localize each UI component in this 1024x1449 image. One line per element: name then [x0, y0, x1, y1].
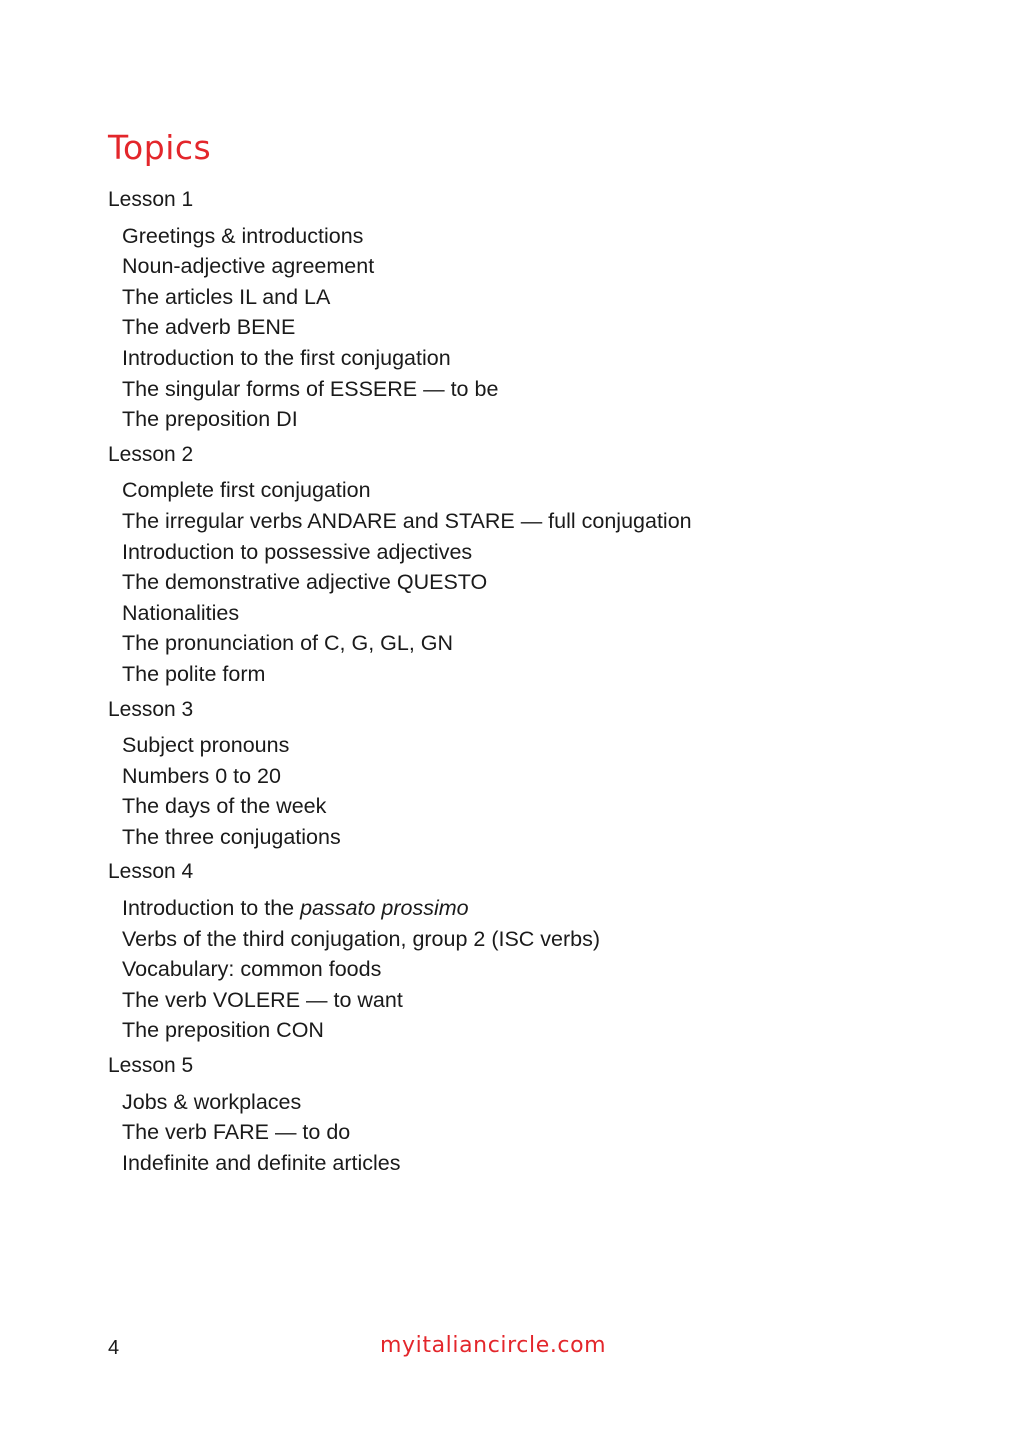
topic-text: Indefinite and definite articles [122, 1150, 401, 1175]
topic-item [122, 404, 928, 435]
topic-text: The polite form [122, 661, 266, 686]
topic-item [122, 1087, 928, 1118]
topic-text: Jobs & workplaces [122, 1089, 302, 1114]
lesson-heading: Lesson 5 [108, 1054, 194, 1078]
topic-text: The preposition DI [122, 407, 298, 432]
lesson-heading: Lesson 1 [108, 188, 194, 211]
topic-item [122, 822, 928, 853]
topic-text: Vocabulary: common foods [122, 957, 382, 982]
topic-item [122, 343, 928, 374]
website-link[interactable]: myitaliancircle.com [380, 1333, 607, 1358]
topic-list [108, 221, 928, 435]
topic-text: The demonstrative adjective QUESTO [122, 570, 488, 595]
topic-text: The singular forms of ESSERE — to be [122, 376, 499, 401]
topic-item [122, 954, 928, 985]
topic-text: Introduction to the first conjugation [122, 345, 451, 370]
topic-text: The preposition CON [122, 1018, 324, 1043]
topic-text: Verbs of the third conjugation, group 2 (ISC verbs) [122, 926, 601, 951]
topic-text: Complete first conjugation [122, 478, 371, 503]
topic-italic-term: passato prossimo [300, 896, 469, 921]
lessons-list [108, 185, 928, 1183]
topic-item [122, 730, 928, 761]
topic-item [122, 791, 928, 822]
topic-text: Nationalities [122, 600, 240, 625]
lesson-section [108, 1051, 928, 1178]
topic-item [122, 374, 928, 405]
topic-text: Noun-adjective agreement [122, 254, 375, 279]
topic-item [122, 659, 928, 690]
topic-item [122, 1117, 928, 1148]
topic-text: Numbers 0 to 20 [122, 763, 281, 788]
topic-list [108, 730, 928, 852]
topic-list [108, 475, 928, 689]
topic-text: The verb VOLERE — to want [122, 987, 403, 1012]
topic-list [108, 1087, 928, 1179]
topic-item [122, 924, 928, 955]
topic-text: Subject pronouns [122, 733, 290, 758]
topic-item [122, 985, 928, 1016]
topic-text: The adverb BENE [122, 315, 296, 340]
topic-item [122, 567, 928, 598]
topic-item [122, 1148, 928, 1179]
topic-item [122, 598, 928, 629]
topic-item [122, 506, 928, 537]
lesson-heading: Lesson 2 [108, 442, 194, 466]
topic-text: The verb FARE — to do [122, 1120, 351, 1145]
lesson-heading: Lesson 4 [108, 860, 194, 884]
topic-item [122, 312, 928, 343]
topic-text: The pronunciation of C, G, GL, GN [122, 631, 454, 656]
topic-text: Introduction to the [122, 896, 301, 921]
lesson-section [108, 857, 928, 1046]
topic-text: Greetings & introductions [122, 223, 364, 248]
topic-item [122, 537, 928, 568]
topic-item [122, 475, 928, 506]
page-number: 4 [108, 1337, 120, 1359]
topic-text: The days of the week [122, 794, 327, 819]
topic-text: The irregular verbs ANDARE and STARE — full conjugation [122, 508, 692, 533]
topic-text: Introduction to possessive adjectives [122, 539, 473, 564]
topic-list [108, 893, 928, 1046]
topic-item [122, 628, 928, 659]
lesson-section [108, 185, 928, 435]
topic-text: The three conjugations [122, 824, 341, 849]
topic-item [122, 1015, 928, 1046]
topic-item [122, 251, 928, 282]
topic-item [122, 893, 928, 924]
topic-item [122, 282, 928, 313]
lesson-section [108, 695, 928, 853]
topic-text: The articles IL and LA [122, 284, 331, 309]
lesson-heading: Lesson 3 [108, 697, 194, 721]
page-title: Topics [108, 128, 212, 167]
topic-item [122, 761, 928, 792]
lesson-section [108, 440, 928, 690]
topic-item [122, 221, 928, 252]
